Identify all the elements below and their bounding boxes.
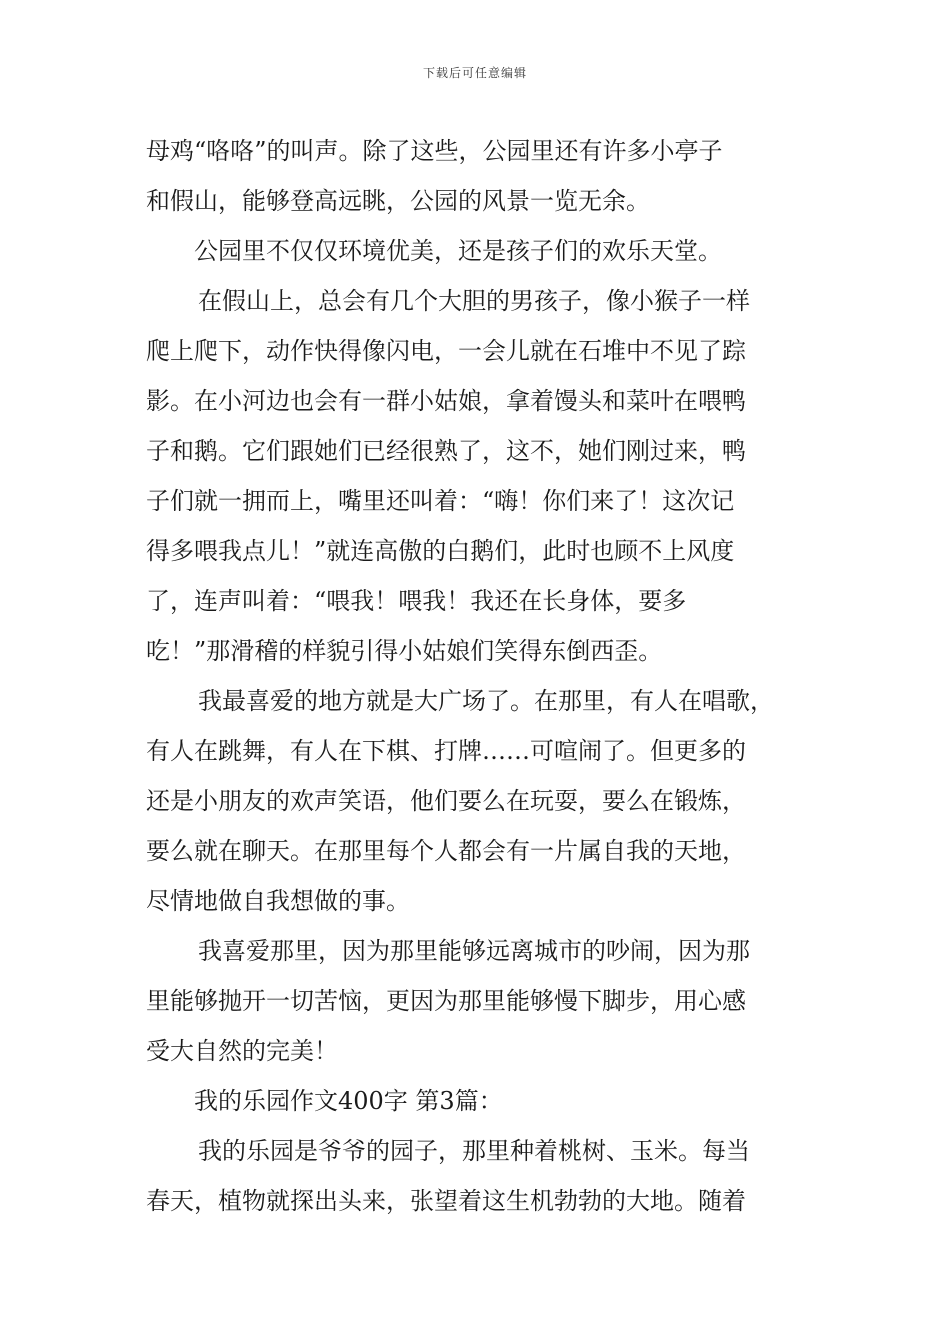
text-line: 和假山，能够登高远眺，公园的风景一览无余。 — [146, 187, 650, 215]
text-line: 我喜爱那里，因为那里能够远离城市的吵闹，因为那 — [198, 937, 750, 965]
text-line: 影。在小河边也会有一群小姑娘，拿着馒头和菜叶在喂鸭 — [146, 387, 746, 415]
text-line: 尽情地做自我想做的事。 — [146, 887, 410, 915]
page-header: 下载后可任意编辑 — [422, 66, 527, 80]
text-line: 得多喂我点儿！”就连高傲的白鹅们，此时也顾不上风度 — [146, 537, 735, 565]
section-heading: 我的乐园作文400字 第3篇： — [194, 1087, 503, 1115]
text-line: 受大自然的完美！ — [146, 1037, 338, 1065]
text-line: 里能够抛开一切苦恼，更因为那里能够慢下脚步，用心感 — [146, 987, 746, 1015]
body-text — [146, 126, 826, 1226]
text-line: 还是小朋友的欢声笑语，他们要么在玩耍，要么在锻炼， — [146, 787, 746, 815]
text-line: 公园里不仅仅环境优美，还是孩子们的欢乐天堂。 — [194, 237, 722, 265]
text-line: 我最喜爱的地方就是大广场了。在那里，有人在唱歌， — [198, 687, 774, 715]
text-line: 我的乐园是爷爷的园子，那里种着桃树、玉米。每当 — [198, 1137, 750, 1165]
text-line: 要么就在聊天。在那里每个人都会有一片属自我的天地， — [146, 837, 746, 865]
text-line: 爬上爬下，动作快得像闪电，一会儿就在石堆中不见了踪 — [146, 337, 746, 365]
text-line: 了，连声叫着：“喂我！喂我！我还在长身体，要多 — [146, 587, 687, 615]
text-line: 子们就一拥而上，嘴里还叫着：“嗨！你们来了！这次记 — [146, 487, 735, 515]
text-line: 母鸡“咯咯”的叫声。除了这些，公园里还有许多小亭子 — [146, 137, 723, 165]
text-line: 子和鹅。它们跟她们已经很熟了，这不，她们刚过来，鸭 — [146, 437, 746, 465]
text-line: 吃！”那滑稽的样貌引得小姑娘们笑得东倒西歪。 — [146, 637, 663, 665]
text-line: 春天，植物就探出头来，张望着这生机勃勃的大地。随着 — [146, 1187, 746, 1215]
text-line: 有人在跳舞，有人在下棋、打牌……可喧闹了。但更多的 — [146, 737, 746, 765]
text-line: 在假山上，总会有几个大胆的男孩子，像小猴子一样 — [198, 287, 750, 315]
